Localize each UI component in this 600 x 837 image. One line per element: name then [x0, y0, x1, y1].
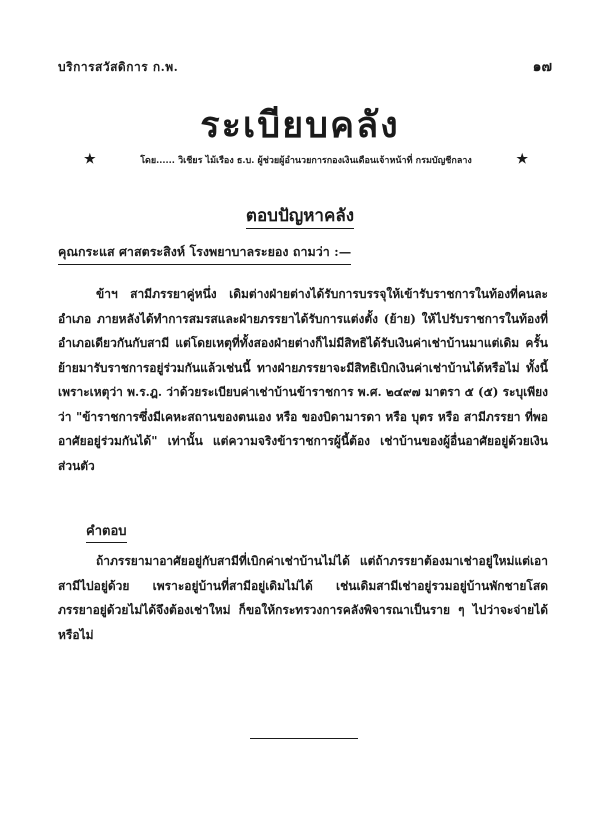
- answer-label: คำตอบ: [86, 520, 127, 543]
- byline-text: โดย...... วิเชียร ไม้เรือง ธ.บ. ผู้ช่วยผู้อำนวยการกองเงินเดือนเจ้าหน้าที่ กรมบัญชีกลาง: [140, 155, 472, 166]
- answer-paragraph: [58, 549, 548, 647]
- question-paragraph: [58, 282, 548, 478]
- answer-text: ถ้าภรรยามาอาศัยอยู่กับสามีที่เบิกค่าเช่าบ้านไม่ได้ แต่ถ้าภรรยาต้องมาเช่าอยู่ใหม่แต่เอาสามีไปอยู่ด้วย เพราะอยู่บ้านที่สามีอยู่เดิมไม่ได้ เช่นเดิมสามีเช่าอยู่รวมอยู่บ้านพักชายโสด ภรรยาอยู่ด้วยไม่ได้จึงต้องเช่าใหม่ ก็ขอให้กระทรวงการคลังพิจารณาเป็นราย ๆ ไปว่าจะจ่ายได้หรือไม่: [58, 554, 548, 642]
- running-header: บริการสวัสดิการ ก.พ.: [58, 60, 179, 74]
- question-asker: คุณกระแส ศาสตระสิงห์ โรงพยาบาลระยอง ถามว่า :—: [58, 242, 351, 265]
- byline: [84, 152, 528, 167]
- section-title-text: ตอบปัญหาคลัง: [246, 206, 354, 229]
- section-title: [0, 202, 600, 229]
- question-text: ข้าฯ สามีภรรยาคู่หนึ่ง เดิมต่างฝ่ายต่างได้รับการบรรจุให้เข้ารับราชการในท้องที่คนละอำเภอ ภายหลังได้ทำการสมรสและฝ่ายภรรยาได้รับการแต่งตั้ง (ย้าย) ให้ไปรับราชการในท้องที่อำเภอเดียวกันกับสามี แต่โดยเหตุที่ทั้งสองฝ่ายต่างก็ไม่มีสิทธิได้รับเงินค่าเช่าบ้านมาแต่เดิม ครั้นย้ายมารับราชการอยู่ร่วมกันแล้วเช่นนี้ ทางฝ่ายภรรยาจะมีสิทธิเบิกเงินค่าเช่าบ้านได้หรือไม่ ทั้งนี้ เพราะเหตุว่า พ.ร.ฎ. ว่าด้วยระเบียบค่าเช่าบ้านข้าราชการ พ.ศ. ๒๔๙๗ มาตรา ๕ (๕) ระบุเพียงว่า "ข้าราชการซึ่งมีเคหะสถานของตนเอง หรือ ของบิดามารดา หรือ บุตร หรือ สามีภรรยา ที่พออาศัยอยู่ร่วมกันได้" เท่านั้น แต่ความจริงข้าราชการผู้นี้ต้อง เช่าบ้านของผู้อื่นอาศัยอยู่ด้วยเงินส่วนตัว: [58, 287, 548, 473]
- star-icon: ★: [516, 152, 528, 167]
- star-icon: ★: [84, 152, 96, 167]
- end-divider: [250, 738, 358, 739]
- page-title: ระเบียบคลัง: [200, 104, 400, 146]
- page-number: ๑๗: [532, 59, 552, 75]
